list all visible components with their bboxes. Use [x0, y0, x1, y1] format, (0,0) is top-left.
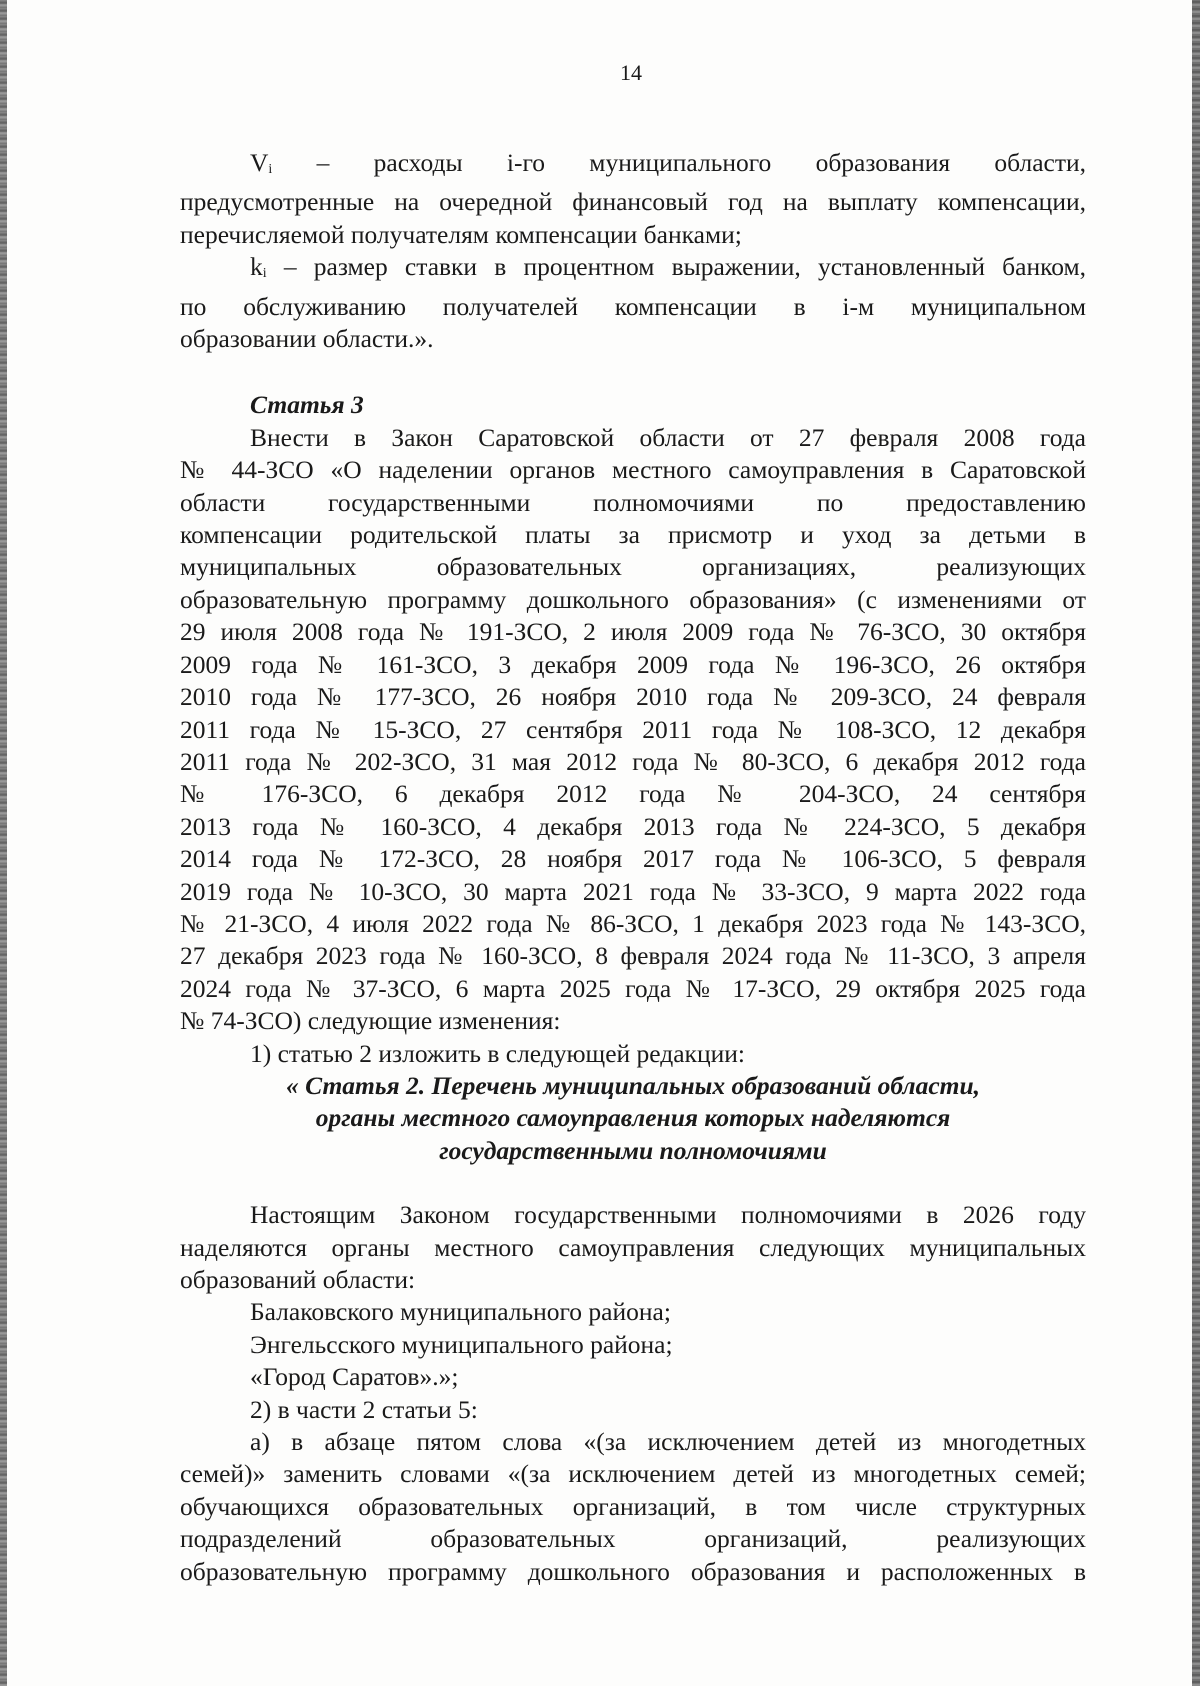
article-3-line: № 176-ЗСО, 6 декабря 2012 года № 204-ЗСО, 24 сентября: [180, 779, 1086, 809]
sub-item-a-line: образовательную программу дошкольного образования и расположенных в: [180, 1556, 1086, 1586]
article-3-line: № 21-ЗСО, 4 июля 2022 года № 86-ЗСО, 1 декабря 2023 года № 143-ЗСО,: [180, 908, 1086, 938]
article-3-line: 27 декабря 2023 года № 160-ЗСО, 8 февраля 2024 года № 11-ЗСО, 3 апреля: [180, 941, 1086, 971]
sub-item-a-line: семей)» заменить словами «(за исключением детей из многодетных семей;: [180, 1459, 1086, 1489]
powers-paragraph: [180, 1199, 1086, 1296]
spacer: [180, 1167, 1086, 1199]
page-number: 14: [620, 60, 642, 85]
article-3-heading: Статья 3: [250, 390, 364, 420]
definition-v-line: перечисляемой получателям компенсации банками;: [180, 219, 742, 249]
scan-edge-right: [1192, 0, 1200, 1686]
v-symbol: V: [250, 148, 269, 177]
definition-k: [180, 251, 1086, 355]
article-3-line: 29 июля 2008 года № 191-ЗСО, 2 июля 2009 года № 76-ЗСО, 30 октября: [180, 617, 1086, 647]
article-2-title: [180, 1070, 1086, 1167]
definition-k-line: по обслуживанию получателей компенсации в i-м муниципальном: [180, 291, 1086, 321]
sub-item-a: [180, 1426, 1086, 1588]
article-2-title-line: « Статья 2. Перечень муниципальных образований области,: [285, 1070, 981, 1100]
article-3-line: Внести в Закон Саратовской области от 27 февраля 2008 года: [250, 422, 1086, 452]
article-2-title-line: органы местного самоуправления которых наделяются: [315, 1103, 951, 1133]
sub-item-a-line: а) в абзаце пятом слова «(за исключением детей из многодетных: [250, 1427, 1086, 1457]
article-3-text: [180, 422, 1086, 1038]
definition-v-line: [180, 147, 1086, 186]
definition-k-line: [180, 251, 1086, 290]
sub-item-a-line: подразделений образовательных организаций, реализующих: [180, 1524, 1086, 1554]
k-symbol: k: [250, 252, 263, 282]
article-2-title-line: государственными полномочиями: [439, 1135, 827, 1165]
document-body: [180, 147, 1086, 1588]
definition-k-line: образовании области.».: [180, 324, 434, 354]
powers-line: Настоящим Законом государственными полномочиями в 2026 году: [250, 1200, 1086, 1230]
article-3-line: компенсации родительской платы за присмотр и уход за детьми в: [180, 520, 1086, 550]
article-3-line: 2011 года № 15-ЗСО, 27 сентября 2011 года № 108-ЗСО, 12 декабря: [180, 714, 1086, 744]
article-3-line: 2014 года № 172-ЗСО, 28 ноября 2017 года № 106-ЗСО, 5 февраля: [180, 844, 1086, 874]
scan-edge-left: [0, 0, 7, 1686]
v-subscript: i: [268, 162, 273, 177]
municipality-item: «Город Саратов».»;: [250, 1362, 459, 1392]
sub-item-a-line: обучающихся образовательных организаций, в том числе структурных: [180, 1491, 1086, 1521]
article-3-line: муниципальных образовательных организациях, реализующих: [180, 552, 1086, 582]
definition-v-line: предусмотренные на очередной финансовый год на выплату компенсации,: [180, 187, 1086, 217]
v-line1-rest: – расходы i-го муниципального образования области,: [272, 148, 1086, 177]
k-line1-rest: – размер ставки в процентном выражении, установленный банком,: [266, 252, 1086, 282]
article-3-line: № 74-ЗСО) следующие изменения:: [180, 1006, 561, 1036]
k-subscript: i: [262, 266, 267, 282]
article-3-line: № 44-ЗСО «О наделении органов местного самоуправления в Саратовской: [180, 455, 1086, 485]
item-2: 2) в части 2 статьи 5:: [250, 1394, 478, 1424]
article-3-line: 2013 года № 160-ЗСО, 4 декабря 2013 года № 224-ЗСО, 5 декабря: [180, 811, 1086, 841]
powers-line: образований области:: [180, 1265, 416, 1294]
article-3-line: 2024 года № 37-ЗСО, 6 марта 2025 года № 17-ЗСО, 29 октября 2025 года: [180, 973, 1086, 1003]
municipality-item: Энгельсского муниципального района;: [250, 1329, 673, 1359]
article-3-line: 2009 года № 161-ЗСО, 3 декабря 2009 года № 196-ЗСО, 26 октября: [180, 649, 1086, 679]
article-3-line: 2010 года № 177-ЗСО, 26 ноября 2010 года № 209-ЗСО, 24 февраля: [180, 682, 1086, 712]
article-3-line: 2019 года № 10-ЗСО, 30 марта 2021 года № 33-ЗСО, 9 марта 2022 года: [180, 876, 1086, 906]
powers-line: наделяются органы местного самоуправления следующих муниципальных: [180, 1232, 1086, 1262]
item-1: 1) статью 2 изложить в следующей редакции:: [250, 1038, 745, 1068]
municipality-item: Балаковского муниципального района;: [250, 1297, 671, 1327]
article-3-line: 2011 года № 202-ЗСО, 31 мая 2012 года № 80-ЗСО, 6 декабря 2012 года: [180, 746, 1086, 776]
article-3-line: области государственными полномочиями по предоставлению: [180, 487, 1086, 517]
definition-v: [180, 147, 1086, 251]
article-3-line: образовательную программу дошкольного образования» (с изменениями от: [180, 584, 1086, 614]
